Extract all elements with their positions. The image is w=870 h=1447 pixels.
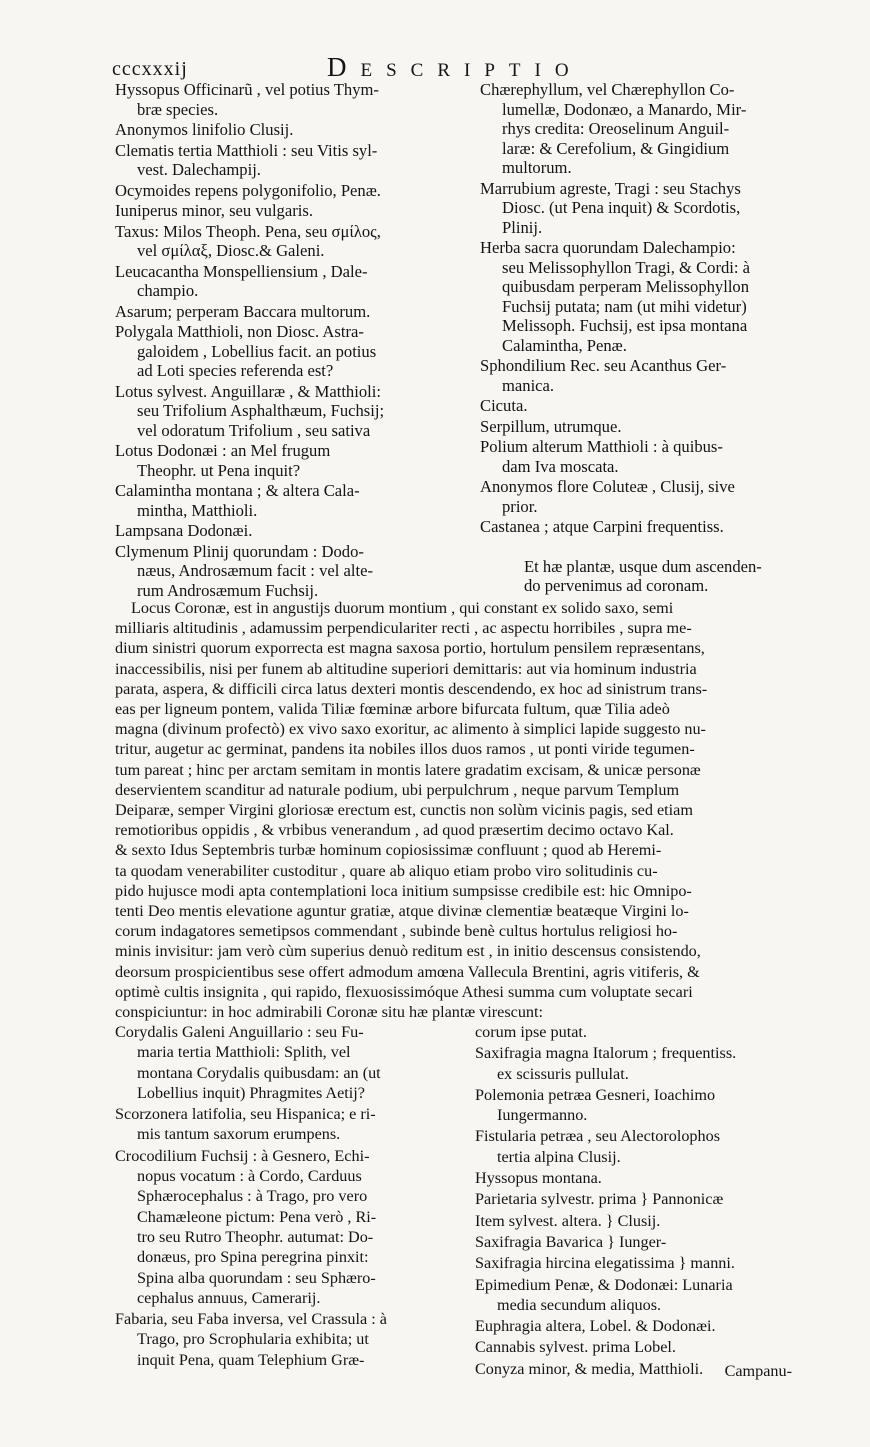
paragraph-line: optimè cultis insignita , qui rapido, flexuosissimóque Athesi summa cum voluptate secari (115, 982, 693, 1001)
entry-line: corum ipse putat. (475, 1023, 587, 1041)
entry-line: maria tertia Matthioli: Splith, vel (137, 1043, 351, 1062)
entry-line: dam Iva moscata. (502, 456, 619, 476)
entry-line: mintha, Matthioli. (137, 500, 258, 520)
plant-entry (115, 521, 465, 541)
plant-entry (480, 80, 800, 178)
entry-line: Anonymos flore Coluteæ , Clusij, sive (480, 477, 735, 496)
paragraph-line: milliaris altitudinis , adamussim perpendiculariter recti , ac aspectu horribiles , supra me- (115, 619, 692, 638)
entry-line: Crocodilium Fuchsij : à Gesnero, Echi- (115, 1146, 370, 1165)
entry-line: lumellæ, Dodonæo, a Manardo, Mir- (502, 99, 747, 119)
plant-entry (475, 1316, 805, 1336)
plant-entry (115, 481, 465, 520)
plant-entry (115, 1022, 465, 1103)
entry-line: galoidem , Lobellius facit. an potius (137, 341, 377, 361)
plant-entry (475, 1275, 805, 1316)
plant-entry (115, 302, 465, 322)
entry-line: næus, Androsæmum facit : vel alte- (137, 561, 373, 580)
paragraph-line: dium sinistri quorum exporrecta est magna saxosa portio, hortulum pensilem repræsentans, (115, 639, 705, 658)
entry-line: Castanea ; atque Carpini frequentiss. (480, 517, 724, 536)
entry-line: Conyza minor, & media, Matthioli. (475, 1359, 704, 1378)
body-paragraph (115, 598, 805, 1022)
entry-line: inquit Pena, quam Telephium Græ- (137, 1350, 365, 1369)
entry-line: Lotus sylvest. Anguillaræ , & Matthioli: (115, 381, 381, 401)
running-title: Descriptio (327, 52, 583, 82)
plant-entry (480, 238, 800, 355)
paragraph-line: inaccessibilis, nisi per funem ab altitudine superiori demittaris: aut via hominum industria (115, 659, 697, 678)
entry-line: Leucacantha Monspelliensium , Dale- (115, 261, 368, 281)
entry-line: Parietaria sylvestr. prima } Pannonicæ (475, 1190, 724, 1209)
entry-line: Fuchsij putata; nam (ut mihi videtur) (502, 296, 747, 316)
catchword: Campanu- (724, 1362, 792, 1380)
paragraph-line: eas per ligneum pontem, valida Tiliæ fœminæ arbore bifurcata fultum, quæ Tilia adeò (115, 700, 670, 719)
entry-line: Clymenum Plinij quorundam : Dodo- (115, 541, 364, 561)
paragraph-line: remotioribus oppidis , & vrbibus venerandum , ad quod præsertim decimo octavo Kal. (115, 821, 674, 840)
entry-line: Melissoph. Fuchsij, est ipsa montana (502, 316, 748, 335)
paragraph-line: magna (divinum profectò) ex vivo saxo exoritur, ac alimento à simplici lapide suggesto nu- (115, 720, 706, 739)
entry-line: Lobellius inquit) Phragmites Aetij? (137, 1083, 365, 1102)
right-column-bottom (475, 1022, 805, 1380)
plant-entry (115, 201, 465, 221)
entry-line: Hyssopus montana. (475, 1169, 602, 1188)
plant-entry (115, 382, 465, 441)
transition-paragraph (480, 557, 800, 596)
paragraph-line: tritur, augetur ac germinat, pandens ita nobiles illos duos ramos , ut ponti viride tegumen- (115, 740, 695, 759)
plant-entry (475, 1189, 805, 1209)
entry-line: tertia alpina Clusij. (497, 1147, 621, 1166)
plant-entry (115, 222, 465, 261)
entry-line: vel odoratum Trifolium , seu sativa (137, 420, 371, 440)
entry-line: rum Androsæmum Fuchsij. (137, 580, 319, 600)
entry-line: Saxifragia magna Italorum ; frequentiss. (475, 1044, 737, 1063)
entry-line: Fabaria, seu Faba inversa, vel Crassula : à (115, 1310, 387, 1329)
entry-line: Trago, pro Scrophularia exhibita; ut (137, 1330, 369, 1349)
plant-entry (115, 542, 465, 601)
entry-line: media secundum aliquos. (497, 1295, 662, 1314)
paragraph-line: conspiciuntur: in hoc admirabili Coronæ situ hæ plantæ virescunt: (115, 1003, 544, 1022)
entry-line: Polemonia petræa Gesneri, Ioachimo (475, 1085, 716, 1104)
entry-line: Iungermanno. (497, 1106, 588, 1125)
entry-line: vest. Dalechampij. (137, 160, 261, 179)
right-column-top (480, 80, 800, 597)
entry-line: multorum. (502, 158, 572, 177)
entry-line: Sphærocephalus : à Trago, pro vero (137, 1187, 368, 1206)
entry-line: ex scissuris pullulat. (497, 1064, 629, 1083)
entry-line: Item sylvest. altera. } Clusij. (475, 1211, 661, 1230)
entry-line: Asarum; perperam Baccara multorum. (115, 301, 371, 321)
paragraph-line: deorsum prospicientibus sese offert admodum amœna Vallecula Brentini, agris vitiferis, & (115, 962, 700, 981)
plant-entry (475, 1022, 805, 1042)
entry-line: laræ: & Cerefolium, & Gingidium (502, 138, 730, 158)
plant-entry (475, 1126, 805, 1167)
entry-line: Corydalis Galeni Anguillario : seu Fu- (115, 1023, 364, 1041)
paragraph-line: Deiparæ, semper Virgini gloriosæ erectum est, cunctis non solùm vicinis pagis, sed etiam (115, 801, 693, 820)
entry-line: Scorzonera latifolia, seu Hispanica; e ri- (115, 1105, 376, 1124)
entry-line: Ocymoides repens polygonifolio, Penæ. (115, 180, 381, 200)
plant-entry (480, 477, 800, 516)
plant-entry (475, 1337, 805, 1357)
entry-line: Iuniperus minor, seu vulgaris. (115, 201, 313, 220)
entry-line: Hyssopus Officinarũ , vel potius Thym- (115, 80, 379, 99)
plant-entry (480, 356, 800, 395)
plant-entry (115, 1146, 465, 1308)
entry-line: Lampsana Dodonæi. (115, 521, 253, 540)
entry-line: Spina alba quorundam : seu Sphæro- (137, 1268, 376, 1287)
paragraph-line: tenti Deo mentis elevatione aguntur gratiæ, atque divinæ clementiæ beatæque Virgini lo- (115, 902, 689, 921)
plant-entry (480, 517, 800, 537)
entry-line: Fistularia petræa , seu Alectorolophos (475, 1127, 721, 1146)
entry-line: Saxifragia Bavarica } Iunger- (475, 1232, 667, 1251)
entry-line: Saxifragia hircina elegatissima } manni. (475, 1254, 735, 1273)
plant-entry (115, 322, 465, 381)
plant-entry (115, 80, 465, 119)
entry-line: prior. (502, 496, 538, 516)
paragraph-line: ta quodam venerabiliter custoditur , quare ab aliquo etiam probo viro solitudinis cu- (115, 861, 658, 880)
plant-entry (475, 1168, 805, 1188)
entry-line: champio. (137, 281, 199, 300)
paragraph-line: tum pareat ; hinc per arctam semitam in montis latere gradatim excisam, & unicæ personæ (115, 760, 701, 779)
right-column-entries (480, 80, 800, 537)
plant-entry (115, 262, 465, 301)
entry-line: Chærephyllum, vel Chærephyllon Co- (480, 80, 735, 99)
entry-line: Lotus Dodonæi : an Mel frugum (115, 441, 331, 460)
plant-entry (480, 396, 800, 416)
plant-entry (475, 1253, 805, 1273)
entry-line: montana Corydalis quibusdam: an (ut (137, 1063, 381, 1082)
entry-line: Polium alterum Matthioli : à quibus- (480, 437, 723, 456)
plant-entry (480, 437, 800, 476)
entry-line: Chamæleone pictum: Pena verò , Ri- (137, 1207, 377, 1226)
entry-line: Euphragia altera, Lobel. & Dodonæi. (475, 1317, 716, 1336)
paragraph-line: Locus Coronæ, est in angustijs duorum montium , qui constant ex solido saxo, semi (131, 599, 674, 617)
entry-line: Taxus: Milos Theoph. Pena, seu σμίλος, (115, 221, 381, 241)
entry-line: Sphondilium Rec. seu Acanthus Ger- (480, 356, 727, 375)
entry-line: donæus, pro Spina peregrina pinxit: (137, 1248, 369, 1267)
plant-entry (115, 1309, 465, 1370)
entry-line: mis tantum saxorum erumpens. (137, 1125, 341, 1144)
entry-line: Diosc. (ut Pena inquit) & Scordotis, (502, 198, 741, 217)
entry-line: Calamintha montana ; & altera Cala- (115, 481, 360, 500)
entry-line: quibusdam perperam Melissophyllon (502, 277, 750, 296)
entry-line: Plinij. (502, 217, 543, 237)
plant-entry (480, 417, 800, 437)
plant-entry (115, 441, 465, 480)
entry-line: Herba sacra quorundam Dalechampio: (480, 238, 736, 257)
entry-line: Clematis tertia Matthioli : seu Vitis syl- (115, 140, 378, 160)
page-folio: cccxxxij (112, 58, 188, 80)
entry-line: seu Melissophyllon Tragi, & Cordi: à (502, 257, 750, 277)
entry-line: vel σμίλαξ, Diosc.& Galeni. (137, 241, 325, 260)
entry-line: Serpillum, utrumque. (480, 416, 622, 436)
paragraph-line: corum indagatores semetipsos commendant , subinde benè cultus hortulus religiosi ho- (115, 922, 678, 941)
entry-line: seu Trifolium Asphalthæum, Fuchsij; (137, 401, 385, 420)
entry-line: nopus vocatum : à Cordo, Carduus (137, 1167, 362, 1186)
left-column-bottom (115, 1022, 465, 1371)
entry-line: Anonymos linifolio Clusij. (115, 120, 294, 139)
paragraph-line: deservientem scanditur ad naturale podium, ubi perpulchrum , neque parvum Templum (115, 780, 680, 799)
plant-entry (115, 1104, 465, 1145)
plant-entry (475, 1043, 805, 1084)
paragraph-line: parata, aspera, & difficili circa latus dexteri montis descendendo, ex hoc ad sinistrum trans- (115, 679, 708, 698)
plant-entry (115, 181, 465, 201)
entry-line: rhys credita: Oreoselinum Anguil- (502, 119, 730, 138)
entry-line: cephalus annuus, Camerarij. (137, 1288, 321, 1307)
plant-entry (475, 1232, 805, 1252)
plant-entry (475, 1211, 805, 1231)
entry-line: Epimedium Penæ, & Dodonæi: Lunaria (475, 1275, 733, 1294)
entry-line: Polygala Matthioli, non Diosc. Astra- (115, 322, 364, 341)
plant-entry (115, 120, 465, 140)
entry-line: Calamintha, Penæ. (502, 335, 627, 355)
transition-line: do pervenimus ad coronam. (524, 576, 709, 595)
paragraph-line: minis invisitur: jam verò cùm superius denuò reditum est , in initio descensus consistendo, (115, 942, 701, 961)
entry-line: tro seu Rutro Theophr. autumat: Do- (137, 1227, 374, 1246)
plant-entry (480, 179, 800, 238)
plant-entry (115, 141, 465, 180)
entry-line: bræ species. (137, 99, 219, 119)
entry-line: ad Loti species referenda est? (137, 361, 334, 380)
entry-line: Cicuta. (480, 396, 528, 415)
left-column-top (115, 80, 465, 601)
plant-entry (475, 1085, 805, 1126)
entry-line: Cannabis sylvest. prima Lobel. (475, 1338, 676, 1357)
entry-line: Theophr. ut Pena inquit? (137, 460, 301, 480)
entry-line: Marrubium agreste, Tragi : seu Stachys (480, 178, 741, 198)
transition-line: Et hæ plantæ, usque dum ascenden- (524, 556, 762, 576)
paragraph-line: pido hujusce modi apta contemplationi loca initium sumpsisse credibile est: hic Omnipo- (115, 881, 692, 900)
paragraph-line: & sexto Idus Septembris turbæ hominum copiosissimæ confluunt ; quod ab Heremi- (115, 841, 662, 860)
entry-line: manica. (502, 375, 555, 395)
